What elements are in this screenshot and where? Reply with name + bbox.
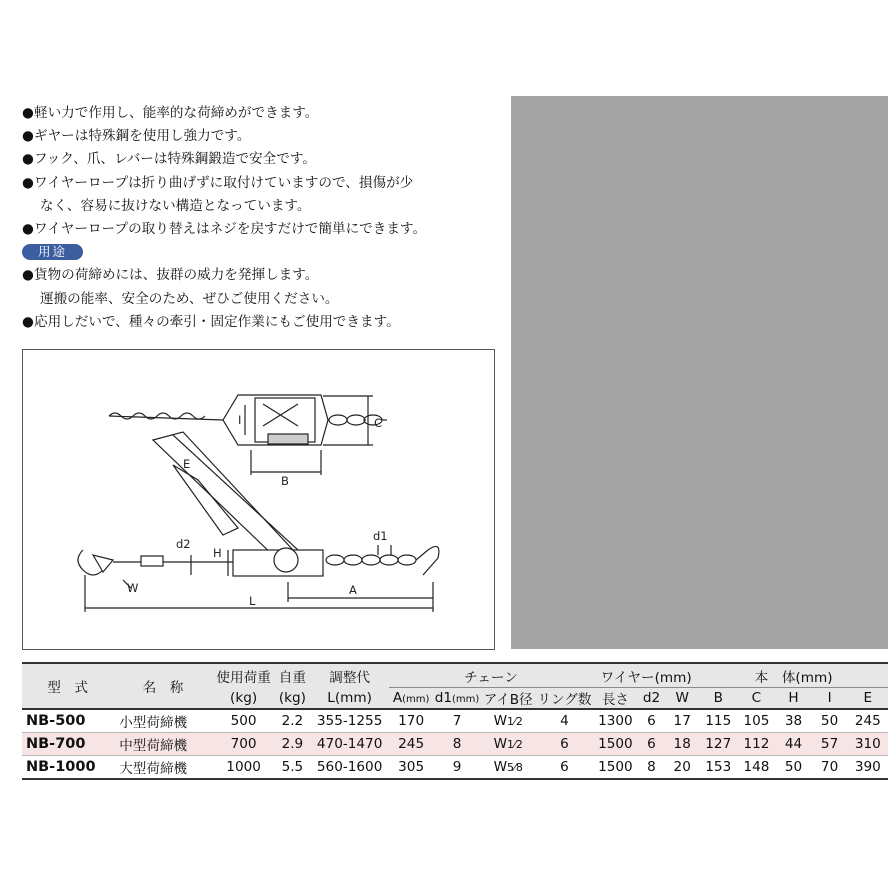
col-wire-d2: d2 (638, 688, 666, 710)
cell-adjust: 470-1470 (310, 733, 388, 756)
diagram-svg (23, 350, 494, 649)
cell-wire-w: 20 (665, 756, 699, 780)
cell-load: 500 (213, 709, 275, 733)
feature-list (22, 102, 502, 334)
cell-body-i: 50 (812, 709, 848, 733)
col-body-h: H (776, 688, 812, 710)
cell-body-h: 38 (776, 709, 812, 733)
cell-name: 小型荷締機 (113, 709, 213, 733)
col-load-unit: (kg) (213, 688, 275, 710)
dim-label-i: I (238, 413, 242, 427)
cell-weight: 5.5 (274, 756, 310, 780)
col-load: 使用荷重 (213, 663, 275, 688)
cell-chain-a: 170 (389, 709, 434, 733)
col-weight: 自重 (274, 663, 310, 688)
cell-wire-d2: 6 (638, 709, 666, 733)
col-wire: ワイヤー(mm) (593, 663, 699, 688)
usage-tag: 用途 (22, 244, 83, 260)
col-chain-rings: リング数 (536, 688, 593, 710)
spec-table (22, 662, 888, 780)
feature-item: ●軽い力で作用し、能率的な荷締めができます。 (22, 105, 319, 121)
product-photo (511, 96, 888, 649)
dim-label-b: B (281, 474, 289, 488)
feature-item: ●ギヤーは特殊鋼を使用し強力です。 (22, 128, 251, 145)
cell-body-c: 148 (737, 756, 775, 780)
dim-label-d2: d2 (176, 537, 191, 551)
col-body: 本 体(mm) (699, 663, 888, 688)
cell-model: NB-700 (22, 733, 113, 756)
cell-name: 大型荷締機 (113, 756, 213, 780)
cell-model: NB-500 (22, 709, 113, 733)
cell-name: 中型荷締機 (113, 733, 213, 756)
dim-label-c: C (374, 416, 383, 430)
cell-wire-length: 1300 (593, 709, 638, 733)
dim-label-w: W (127, 581, 139, 595)
table-row (22, 709, 888, 733)
cell-load: 700 (213, 733, 275, 756)
usage-item-continued: 運搬の能率、安全のため、ぜひご使用ください。 (40, 290, 339, 307)
cell-chain-eye: W5⁄8 (481, 756, 536, 780)
cell-chain-eye: W1⁄2 (481, 733, 536, 756)
cell-body-c: 112 (737, 733, 775, 756)
col-chain-a: A(mm) (389, 688, 434, 710)
cell-chain-a: 245 (389, 733, 434, 756)
cell-body-h: 44 (776, 733, 812, 756)
cell-chain-rings: 6 (536, 733, 593, 756)
col-adjust: 調整代 (310, 663, 388, 688)
cell-load: 1000 (213, 756, 275, 780)
cell-weight: 2.9 (274, 733, 310, 756)
col-chain-d1: d1(mm) (433, 688, 480, 710)
cell-chain-rings: 4 (536, 709, 593, 733)
cell-wire-length: 1500 (593, 756, 638, 780)
col-body-c: C (737, 688, 775, 710)
feature-item: ●ワイヤーロープは折り曲げずに取付けていますので、損傷が少 (22, 174, 414, 191)
dim-label-e: E (183, 457, 191, 471)
cell-body-i: 70 (812, 756, 848, 780)
cell-wire-w: 17 (665, 709, 699, 733)
dim-label-d1: d1 (373, 529, 388, 543)
hook-right (416, 546, 439, 575)
lever (153, 432, 293, 560)
col-chain: チェーン (389, 663, 593, 688)
cell-chain-eye: W1⁄2 (481, 709, 536, 733)
usage-heading (22, 241, 502, 264)
feature-item-continued: なく、容易に抜けない構造となっています。 (40, 197, 311, 214)
cell-body-b: 115 (699, 709, 737, 733)
cell-body-e: 310 (848, 733, 888, 756)
cell-wire-d2: 8 (638, 756, 666, 780)
cell-weight: 2.2 (274, 709, 310, 733)
cell-chain-d1: 9 (433, 756, 480, 780)
dim-label-h: H (213, 546, 222, 560)
table-row (22, 756, 888, 780)
technical-diagram (22, 349, 495, 650)
col-body-e: E (848, 688, 888, 710)
cell-wire-w: 18 (665, 733, 699, 756)
feature-item: ●フック、爪、レバーは特殊鋼鍛造で安全です。 (22, 151, 316, 168)
cell-model: NB-1000 (22, 756, 113, 780)
col-weight-unit: (kg) (274, 688, 310, 710)
col-model: 型 式 (22, 663, 113, 709)
cell-adjust: 355-1255 (310, 709, 388, 733)
col-body-b: B (699, 688, 737, 710)
cell-wire-length: 1500 (593, 733, 638, 756)
cell-chain-d1: 8 (433, 733, 480, 756)
col-body-i: I (812, 688, 848, 710)
cell-body-b: 127 (699, 733, 737, 756)
cell-body-b: 153 (699, 756, 737, 780)
col-wire-w: W (665, 688, 699, 710)
col-adjust-unit: L(mm) (310, 688, 388, 710)
cell-body-h: 50 (776, 756, 812, 780)
cell-chain-d1: 7 (433, 709, 480, 733)
cell-body-c: 105 (737, 709, 775, 733)
feature-item: ●ワイヤーロープの取り替えはネジを戻すだけで簡単にできます。 (22, 221, 427, 238)
cell-body-e: 245 (848, 709, 888, 733)
usage-item: ●貨物の荷締めには、抜群の威力を発揮します。 (22, 267, 319, 284)
cell-body-i: 57 (812, 733, 848, 756)
cell-chain-a: 305 (389, 756, 434, 780)
usage-item: ●応用しだいで、種々の牽引・固定作業にもご使用できます。 (22, 313, 400, 330)
cell-body-e: 390 (848, 756, 888, 780)
cell-chain-rings: 6 (536, 756, 593, 780)
dim-label-a: A (349, 583, 357, 597)
cell-wire-d2: 6 (638, 733, 666, 756)
cell-adjust: 560-1600 (310, 756, 388, 780)
dim-label-l: L (249, 594, 256, 608)
col-name: 名 称 (113, 663, 213, 709)
col-wire-length: 長さ (593, 688, 638, 710)
col-chain-eye: アイB径 (481, 688, 536, 710)
table-row (22, 733, 888, 756)
